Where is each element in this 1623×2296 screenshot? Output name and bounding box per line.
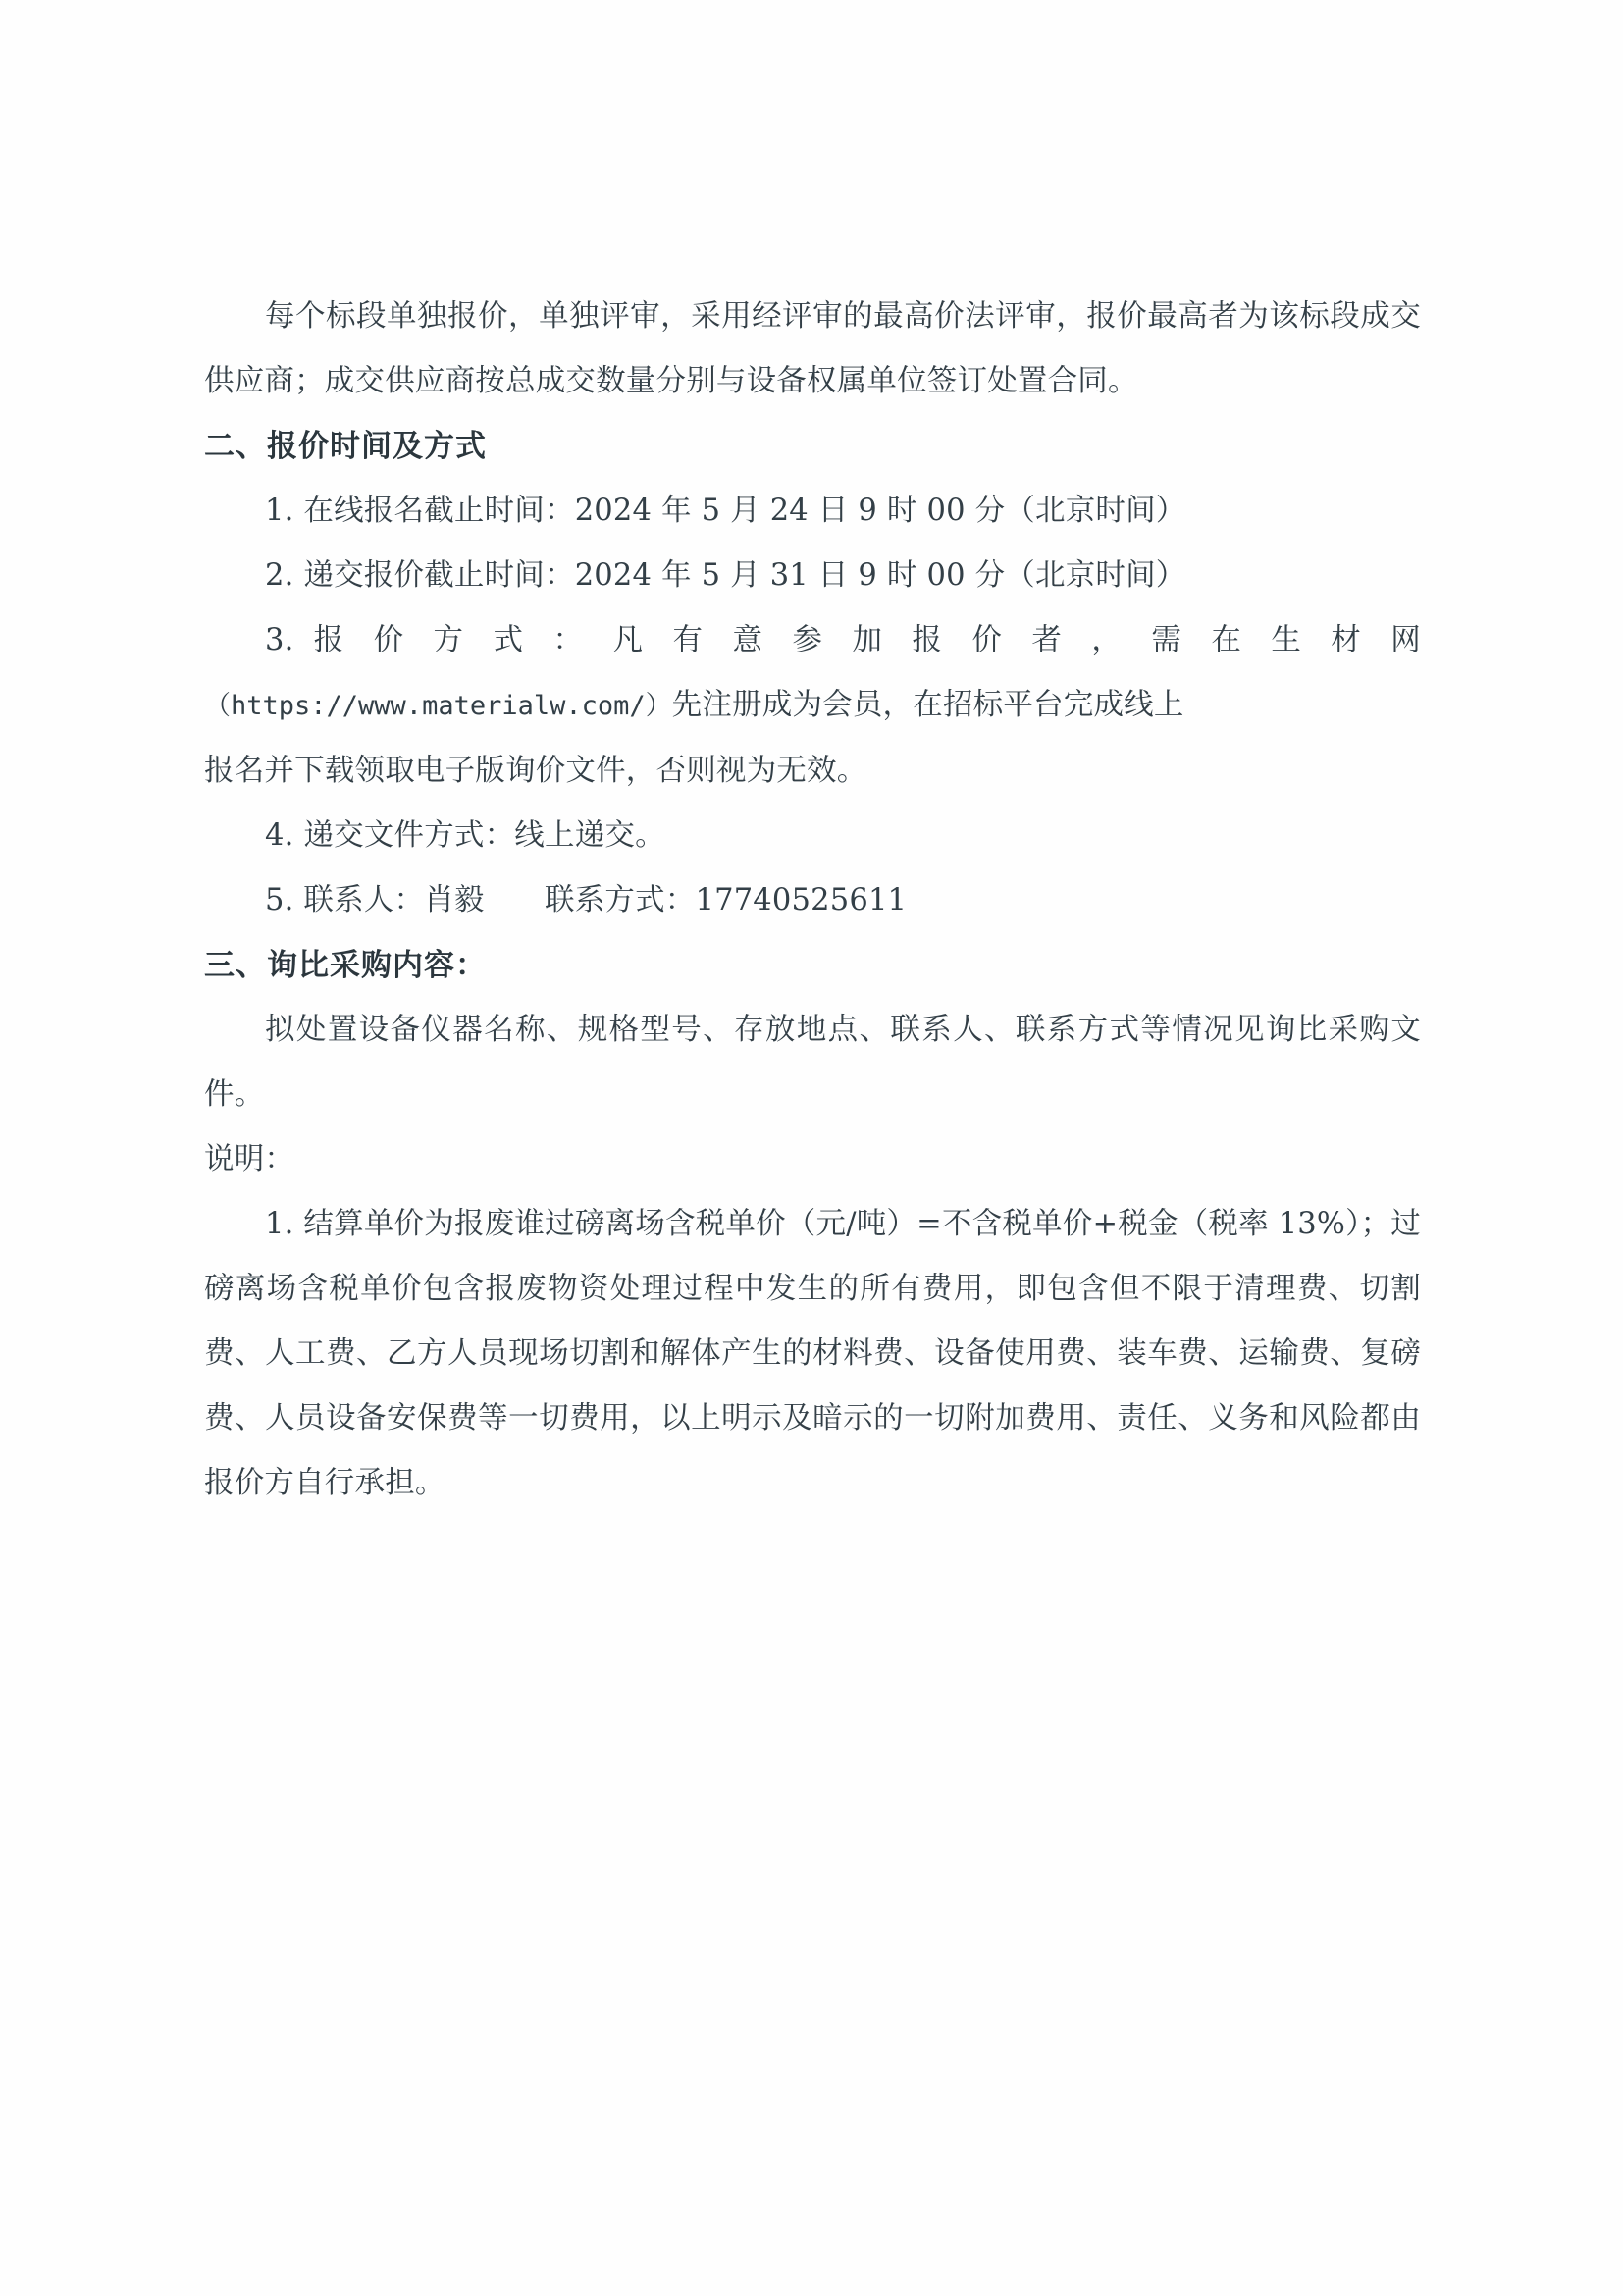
list-item-2-3-line-3: 报名并下载领取电子版询价文件，否则视为无效。	[204, 754, 867, 788]
note-item-1: 1. 结算单价为报废谁过磅离场含税单价（元/吨）=不含税单价+税金（税率 13%）；过磅离场含税单价包含报废物资处理过程中发生的所有费用，即包含但不限于清理费、切割费、人工费、乙方人员现场切割和解体产生的材料费、设备使用费、装车费、运输费、复磅费、人员设备安保费等一切费用，以上明示及暗示的一切附加费用、责任、义务和风险都由报价方自行承担。	[204, 1207, 1421, 1500]
list-item-2-3-line-1: 3. 报 价 方 式 ： 凡 有 意 参 加 报 价 者 ， 需 在 生 材 网	[265, 623, 1421, 657]
list-item-2-4: 4. 递交文件方式：线上递交。	[265, 818, 665, 853]
note-label: 说明：	[204, 1142, 295, 1176]
list-item-2-3-line-2-text: 先注册成为会员，在招标平台完成线上	[671, 688, 1184, 722]
list-item-2-3-line-2	[204, 673, 1421, 739]
paragraph-intro: 每个标段单独报价，单独评审，采用经评审的最高价法评审，报价最高者为该标段成交供应商；成交供应商按总成交数量分别与设备权属单位签订处置合同。	[204, 299, 1421, 398]
registration-url[interactable]: （https://www.materialw.com/）	[204, 691, 672, 721]
paragraph-section-three-body: 拟处置设备仪器名称、规格型号、存放地点、联系人、联系方式等情况见询比采购文件。	[204, 1013, 1421, 1112]
list-item-2-2: 2. 递交报价截止时间：2024 年 5 月 31 日 9 时 00 分（北京时间）	[265, 558, 1186, 593]
heading-section-two: 二、报价时间及方式	[204, 429, 487, 464]
list-item-2-5-contact: 5. 联系人：肖毅 联系方式：17740525611	[265, 883, 908, 917]
heading-section-three: 三、询比采购内容：	[204, 948, 487, 983]
document-body	[204, 285, 1421, 1516]
list-item-2-1: 1. 在线报名截止时间：2024 年 5 月 24 日 9 时 00 分（北京时间）	[265, 494, 1186, 528]
